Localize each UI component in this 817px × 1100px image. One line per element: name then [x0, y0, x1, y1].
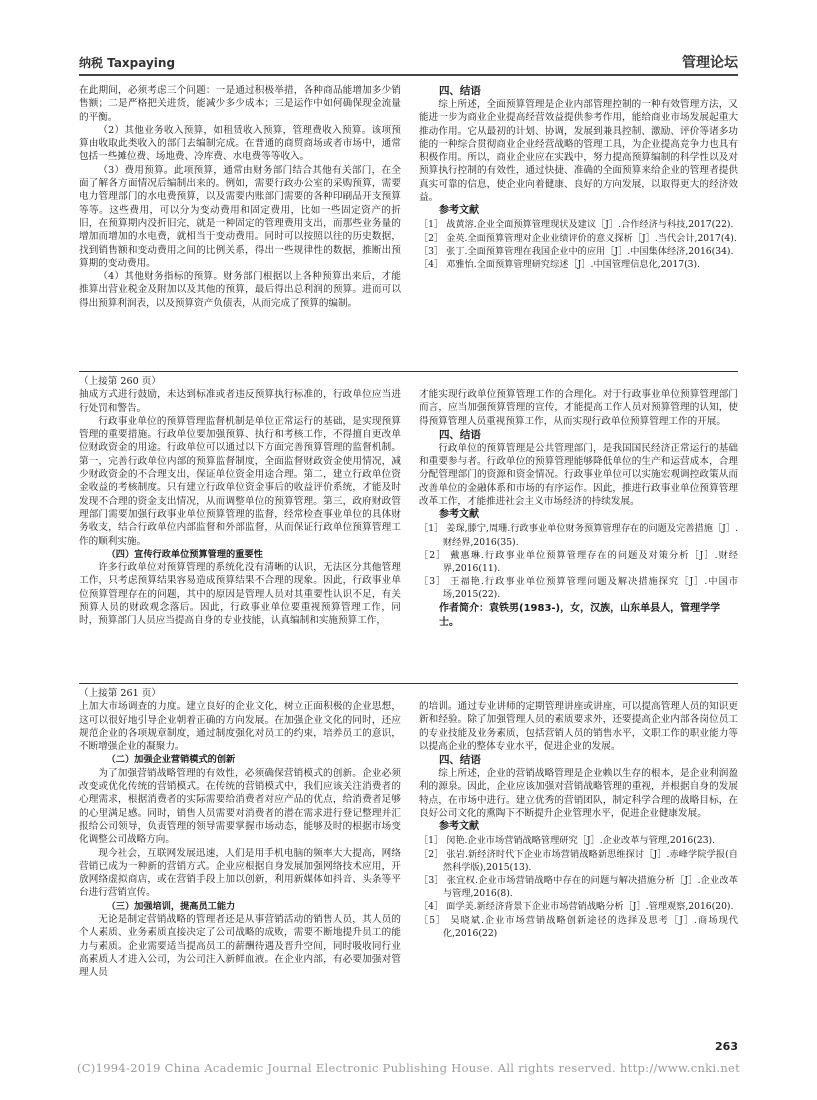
reference-item: ［3］ 王福艳.行政事业单位预算管理问题及解决措施探究［J］.中国市场,2015(22). — [419, 576, 738, 601]
section-divider — [79, 683, 738, 684]
continued-from-label: （上接第 261 页） — [79, 688, 161, 699]
right-column — [419, 687, 738, 1027]
body-paragraph: 才能实现行政单位预算管理工作的合理化。对于行政事业单位预算管理部门而言，应当加强预算管理的宣传，才能提高工作人员对预算管理的认知，使得预算管理人员重视预算工作，从而实现行政单位预算管理工作的开展。 — [419, 389, 738, 427]
reference-item: ［4］ 面学美.新经济背景下企业市场营销战略分析［J］.管理观察,2016(20). — [419, 901, 734, 913]
reference-item: ［2］ 金英.全面预算管理对企业业绩评价的意义探析［J］.当代会计,2017(4). — [419, 232, 737, 244]
reference-item: ［1］ 姜琛,滕宁,周珊.行政事业单位财务预算管理存在的问题及完善措施［J］.财经界,2016(35). — [419, 523, 738, 548]
subsection-heading: （二）加强企业营销模式的创新 — [106, 754, 236, 766]
section-divider — [79, 371, 738, 372]
body-paragraph: 上加大市场调查的力度。建立良好的企业文化，树立正面积极的企业思想，这可以很好地引导企业朝着正确的方向发展。在加强企业文化的同时，还应规范企业的各项规章制度，通过制度强化对员工的约束，培养员工的意识，不断增强企业的凝聚力。 — [79, 701, 401, 753]
section-heading: 四、结语 — [438, 85, 481, 97]
reference-item: ［2］ 张岩.新经济时代下企业市场营销战略新思维探讨［J］.赤峰学院学报(自然科学版),2015(13). — [419, 848, 738, 873]
author-bio: 作者简介：袁铁男(1983-)，女，汉族，山东单县人，管理学学士。 — [439, 602, 721, 628]
continued-from-label: （上接第 260 页） — [79, 376, 161, 387]
article-section-2 — [79, 375, 738, 665]
body-paragraph: 为了加强营销战略管理的有效性，必须确保营销模式的创新。企业必须改变或优化传统的营销模式。在传统的营销模式中，我们应该关注消费者的心理需求，根据消费者的实际需要给消费者对应产品的优点，给消费者足够的心里满足感。同时，销售人员需要对消费者的潜在需求进行登记整理并汇报给公司领导，负责管理的领导需要掌握市场动态，能够及时的根据市场变化调整公司战略方向。 — [79, 767, 401, 846]
section-heading: 四、结语 — [438, 428, 481, 441]
subsection-heading: （四）宣传行政单位预算管理的重要性 — [106, 548, 263, 560]
references-title: 参考文献 — [439, 509, 479, 521]
reference-item: ［2］ 戴惠琳.行政事业单位预算管理存在的问题及对策分析［J］.财经界,2016(11). — [419, 549, 738, 574]
reference-list — [419, 834, 738, 940]
reference-item: ［1］ 闵艳.企业市场营销战略管理研究［J］.企业改革与管理,2016(23). — [419, 835, 716, 847]
reference-item: ［3］ 张宜权.企业市场营销战略中存在的问题与解决措施分析［J］.企业改革与管理,2016(8). — [419, 874, 738, 900]
body-paragraph: 的培训。通过专业讲师的定期管理讲座或讲座，可以提高管理人员的知识更新和经验。除了加强管理人员的素质要求外，还要提高企业内部各岗位员工的专业技能及业务素质，包括营销人员的销售水平，文职工作的职业能力等以提高企业的整体专业水平，促进企业的发展。 — [419, 701, 738, 752]
body-paragraph: 无论是制定营销战略的管理者还是从事营销活动的销售人员，其人员的个人素质、业务素质直接决定了公司战略的成败，需要不断地提升员工的能力与素质。企业需要适当提高员工的薪酬待遇及晋升空间，同时吸收同行业高素质人才进入公司，为公司注入新鲜血液。在企业内部，有必要加强对管理人员 — [79, 914, 401, 979]
left-column — [79, 84, 401, 368]
header-rule — [79, 74, 738, 76]
references-title: 参考文献 — [439, 205, 479, 217]
reference-item: ［5］ 吴晓斌.企业市场营销战略创新途径的选择及思考［J］.商场现代化,2016(22) — [419, 914, 738, 939]
body-paragraph: （2）其他业务收入预算，如租赁收入预算，管理费收入预算。该项预算由收取此类收入的部门去编制完成。在普通的商贸商场或者市场中，通常包括一些摊位费、场地费、冷库费、水电费等等收入。 — [79, 124, 401, 163]
body-paragraph: 在此期间，必须考虑三个问题：一是通过积极举措，各种商品能增加多少销售额；二是严格把关进货，能减少多少成本；三是运作中如何确保现金流量的平衡。 — [79, 85, 401, 123]
right-column — [419, 375, 738, 665]
reference-item: ［4］ 邓雅怡.全面预算管理研究综述［J］.中国管理信息化,2017(3). — [419, 258, 701, 270]
references-title: 参考文献 — [439, 821, 479, 833]
body-paragraph: （3）费用预算。此项预算，通常由财务部门结合其他有关部门，在全面了解各方面情况后编制出来的。例如，需要行政办公室的采购预算，需要电力管理部门的水电费预算，以及需要内账部门需要的各种印刷品开支预算等等。这些费用，可以分为变动费用和固定费用，比如一些固定资产的折旧，在预算期内没折旧完，就是一种固定的管理费用支出，而那些业务量的增加而增加的水电费，就相当于变动费用。同时可以按照以往的历史数据，找到销售额和变动费用之间的比例关系，得出一些规律性的数据，推断出预算期的变动费用。 — [79, 164, 401, 269]
body-paragraph: 许多行政单位对预算管理的系统化没有清晰的认识，无法区分其他管理工作，只考虑预算结果容易造成预算结果不合理的现象。因此，行政事业单位预算管理存在的问题，其中的原因是管理人员对其重要性认识不足，有关预算人员的财政观念落后。因此，行政事业单位要重视预算管理工作，同时，预算部门人员应当提高自身的专业技能，认真编制和实施预算工作， — [79, 562, 401, 627]
reference-list — [419, 218, 738, 271]
article-section-1 — [79, 84, 738, 368]
page-number: 263 — [715, 1040, 738, 1053]
body-paragraph: 抽成方式进行鼓励，未达到标准或者违反预算执行标准的，行政单位应当进行处罚和警告。 — [79, 389, 401, 414]
article-section-3 — [79, 687, 738, 1027]
reference-list — [419, 522, 738, 601]
body-paragraph: 行政单位的预算管理是公共管理部门，是我国国民经济正常运行的基础和重要参与者。行政单位的预算管理能够降低单位的生产和运营成本，合理分配管理部门的资源和资金情况。行政事业单位可以实施宏观调控政策从而改善单位的金融体系和市场的有序运作。因此，推进行政事业单位预算管理改革工作，才能推进社会主义市场经济的持续发展。 — [419, 442, 738, 508]
left-column — [79, 375, 401, 665]
reference-item: ［1］ 战黄溶.企业全面预算管理现状及建议［J］.合作经济与科技,2017(22). — [419, 219, 734, 231]
right-column — [419, 84, 738, 368]
section-heading: 四、结语 — [438, 754, 481, 767]
column-name: 管理论坛 — [682, 55, 738, 71]
journal-name: 纳税 Taxpaying — [79, 56, 176, 70]
copyright-footer: (C)1994-2019 China Academic Journal Electronic Publishing House. All rights reserved. http://www.cnki.net — [76, 1061, 741, 1075]
body-paragraph: 现今社会，互联网发展迅速，人们是用手机电脑的频率大大提高，网络营销已成为一种新的营销方式。企业应根据自身发展加强网络技术应用，开放网络虚拟商店，或在营销手段上加以创新，利用新媒体如抖音、头条等平台进行营销宣传。 — [79, 847, 401, 899]
subsection-heading: （三）加强培训，提高员工能力 — [106, 900, 236, 912]
body-paragraph: 综上所述，全面预算管理是企业内部管理控制的一种有效管理方法，又能进一步为商业企业提高经营效益提供参考作用，能给商业市场发展起重大推动作用。它从最初的计划、协调，发展到兼具控制、激励、评价等诸多功能的一种综合贯彻商业企业经营战略的管理工具，为企业提高竞争力也具有积极作用。所以，商业企业应在实践中，努力提高预算编制的科学性以及对预算执行控制的有效性，通过快捷、准确的全面预算来给企业的管理者提供真实可靠的信息，使企业向着健康、良好的方向发展，以取得更大的经济效益。 — [419, 99, 738, 204]
running-header — [79, 52, 738, 74]
body-paragraph: 综上所述，企业的营销战略管理是企业赖以生存的根本，是企业利润盈利的源泉。因此，企业应该加强对营销战略管理的重视，并根据自身的发展特点，在市场中进行。建立优秀的营销团队，制定科学合理的战略目标，在良好公司文化的熏陶下不断提升企业管理水平，促进企业健康发展。 — [419, 768, 738, 820]
body-paragraph: （4）其他财务指标的预算。财务部门根据以上各种预算出来后，才能推算出营业税金及附加以及其他的预算，最后得出总利润的预算。进而可以得出预算利润表，以及预算资产负债表，从而完成了预算的编制。 — [79, 271, 401, 309]
left-column — [79, 687, 401, 1027]
body-paragraph: 行政事业单位的预算管理监督机制是单位正常运行的基础，是实现预算管理的重要措施。行政单位要加强预算、执行和考核工作，不得擅自更改单位财政资金的用途。行政单位可以通过以下方面完善预算管理的监督机制。第一，完善行政单位内部的预算监督制度，全面监督财政资金使用情况，减少财政资金的不合理支出，保证单位资金用途合理。第二，建立行政单位资金收益的考核制度。只有建立行政单位资金事后的收益评价系统，才能及时发现不合理的资金支出情况，从而调整单位的预算管理。第三，政府财政管理部门需要加强行政事业单位预算管理的监督，经常检查事业单位的具体财务收支，结合行政单位内部监督和外部监督，从而保证行政单位预算管理工作的顺利实施。 — [79, 415, 401, 547]
reference-item: ［3］ 张丁.全面预算管理在我国企业中的应用［J］.中国集体经济,2016(34). — [419, 245, 734, 257]
